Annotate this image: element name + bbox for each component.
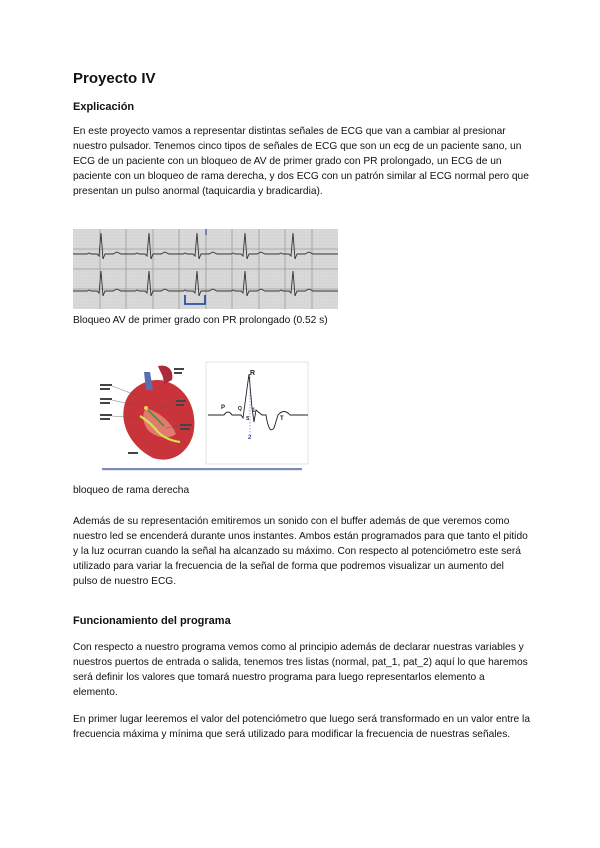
ecg-label-p: P [221,405,226,411]
ecg-label-1: 1 [252,408,256,414]
program-paragraph-1: Con respecto a nuestro programa vemos como al principio además de declarar nuestras variables y nuestros puertos de entrada o salida, tenemos tres listas (normal, pat_1, pat_2) aquí lo que haremos será definir los valores que tomará nuestro programa para luego representarlos elemento a elemento. [73,642,528,698]
ecg-label-2: 2 [248,435,252,441]
program-paragraph-2: En primer lugar leeremos el valor del potenciómetro que luego será transformado en un valor entre la frecuencia máxima y mínima que será utilizado para modificar la frecuencia de nuestras señales. [73,714,530,740]
figure1-caption: Bloqueo AV de primer grado con PR prolongado (0.52 s) [73,315,328,326]
ecg-label-s: S [246,416,250,422]
buzzer-led-paragraph: Además de su representación emitiremos un sonido con el buffer además de que veremos como nuestro led se encenderá durante unos instantes. Ambos están programados para que tanto el pitido y la luz ocurran cuando la señal ha alcanzado su máximo. Con respecto al potenciómetro este será utilizado para variar la frecuencia de la señal de forma que podremos visualizar un aumento del pulso de nuestro ECG. [73,516,528,587]
ecg-label-r: R [250,370,256,377]
section-heading-explicacion: Explicación [73,101,135,113]
page-title: Proyecto IV [73,70,156,87]
section-heading-funcionamiento: Funcionamiento del programa [73,615,231,627]
figure2-caption: bloqueo de rama derecha [73,485,190,496]
figure-caption-bar [102,468,302,470]
intro-paragraph: En este proyecto vamos a representar distintas señales de ECG que van a cambiar al presionar nuestro pulsador. Tenemos cinco tipos de señales de ECG que son un ecg de un paciente sano, un ECG de un paciente con un bloqueo de AV de primer grado con PR prolongado, un ECG de un paciente con un bloqueo de rama derecha, y dos ECG con un patrón similar al ECG normal pero que presentan un pulso anormal (taquicardia y bradicardia). [73,126,529,197]
ecg-av-block-strip [73,229,338,309]
ecg-label-t: T [280,416,284,422]
bundle-branch-block-figure [98,360,310,478]
ecg-label-q: Q [238,406,242,412]
